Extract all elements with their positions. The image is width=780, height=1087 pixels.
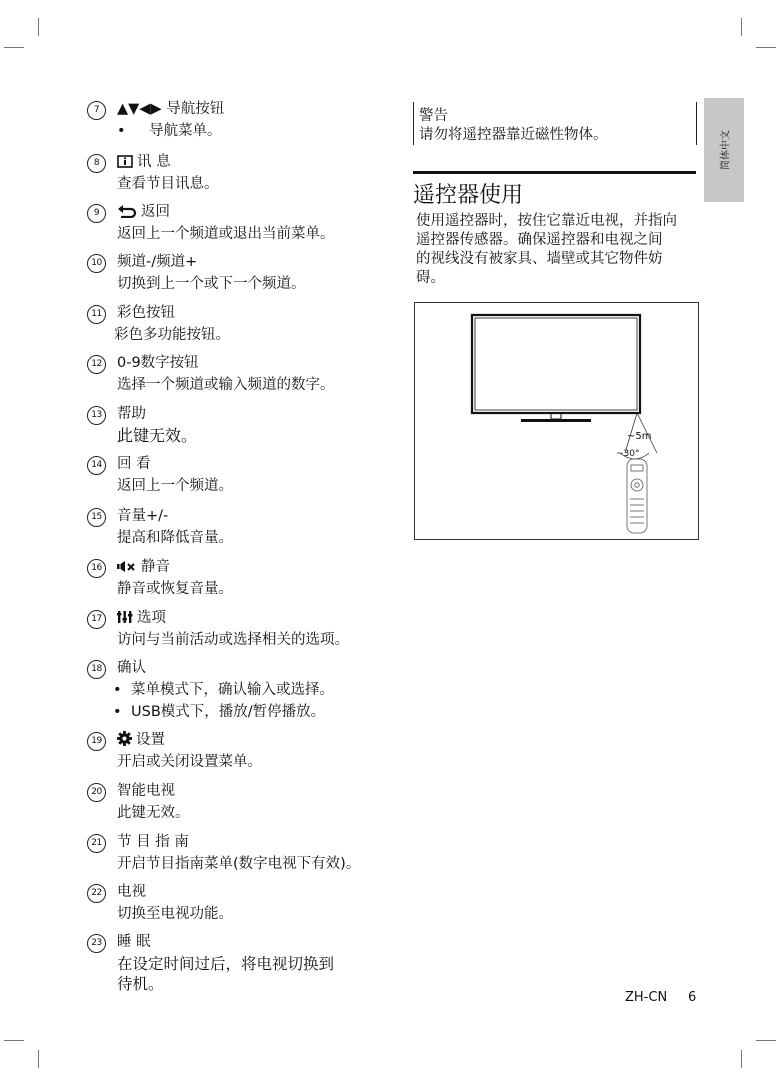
section-line: 遥控器传感器。确保遥控器和电视之间: [416, 232, 663, 248]
item-bullet: 菜单模式下，确认输入或选择。: [131, 682, 334, 698]
tv-remote-illustration: [415, 303, 698, 539]
info-icon: [117, 155, 133, 174]
item-title: 返回: [141, 204, 170, 220]
item-desc: 选择一个频道或输入频道的数字。: [117, 377, 335, 393]
remote-control: [627, 459, 647, 533]
item-number: 20: [87, 783, 106, 802]
item-title: ▲▼◀▶ 导航按钮: [117, 101, 225, 117]
item-title-row: [117, 203, 170, 224]
gear-icon: [117, 731, 132, 752]
item-title-row: [117, 558, 170, 579]
options-icon: [117, 610, 133, 630]
crop-mark: [4, 1040, 24, 1041]
item-title: 彩色按钮: [117, 305, 175, 321]
crop-mark: [38, 18, 39, 36]
page-number: 6: [688, 990, 697, 1005]
item-desc: 切换至电视功能。: [117, 906, 233, 922]
angle-label: ~30°: [616, 449, 640, 459]
item-title: 音量+/-: [117, 508, 169, 524]
item-number: 14: [87, 456, 106, 475]
bullet-dot: •: [113, 682, 122, 698]
language-tab-label: 简体中文: [720, 130, 732, 170]
distance-label: ~5m: [627, 431, 652, 442]
item-title: 节 目 指 南: [117, 834, 189, 850]
section-line: 使用遥控器时，按住它靠近电视，并指向: [416, 213, 677, 229]
item-number: 21: [87, 834, 106, 853]
item-title: 设置: [136, 732, 165, 748]
item-title: 选项: [137, 610, 166, 626]
item-desc: 访问与当前活动或选择相关的选项。: [117, 632, 349, 648]
back-icon: [117, 205, 137, 224]
item-number: 22: [87, 884, 106, 903]
item-number: 17: [87, 610, 106, 629]
item-desc: 返回上一个频道或退出当前菜单。: [117, 226, 335, 242]
item-title: 电视: [117, 884, 146, 900]
item-number: 19: [87, 732, 106, 751]
item-number: 18: [87, 660, 106, 679]
item-number: 7: [87, 101, 106, 120]
section-line: 的视线没有被家具、墙壁或其它物件妨: [416, 251, 663, 267]
item-number: 15: [87, 508, 106, 527]
item-number: 12: [87, 355, 106, 374]
item-number: 9: [87, 204, 106, 223]
item-number: 23: [87, 934, 106, 953]
item-number: 16: [87, 559, 106, 578]
item-title: 0-9数字按钮: [117, 355, 199, 371]
item-title: 静音: [141, 559, 170, 575]
item-title: 帮助: [117, 406, 146, 422]
item-desc: 待机。: [117, 975, 164, 993]
section-line: 碍。: [416, 270, 445, 286]
mute-icon: [117, 560, 137, 579]
section-title: 遥控器使用: [413, 183, 524, 208]
language-tab: [704, 98, 744, 202]
warning-text: 请勿将遥控器靠近磁性物体。: [419, 127, 608, 143]
item-desc: 返回上一个频道。: [117, 478, 233, 494]
crop-mark: [38, 1050, 39, 1068]
footer-language: ZH-CN: [625, 990, 668, 1005]
crop-mark: [756, 1040, 776, 1041]
item-desc: 查看节目讯息。: [117, 176, 219, 192]
crop-mark: [756, 47, 776, 48]
item-desc: 静音或恢复音量。: [117, 581, 233, 597]
crop-mark: [4, 47, 24, 48]
item-desc: 此键无效。: [117, 426, 198, 445]
item-title: 频道-/频道+: [117, 254, 198, 270]
item-number: 10: [87, 254, 106, 273]
item-desc: 在设定时间过后，将电视切换到: [117, 955, 335, 973]
item-title: 讯 息: [137, 154, 171, 170]
section-divider: [413, 171, 696, 174]
item-number: 13: [87, 406, 106, 425]
remote-usage-figure: [414, 302, 699, 540]
item-title: 睡 眠: [117, 934, 151, 950]
item-title-row: [117, 153, 171, 174]
item-desc: 开启或关闭设置菜单。: [117, 754, 262, 770]
item-title: 智能电视: [117, 783, 175, 799]
item-desc: 开启节目指南菜单(数字电视下有效)。: [117, 856, 361, 872]
crop-mark: [741, 18, 742, 36]
item-desc: 此键无效。: [117, 805, 190, 821]
item-bullet: 导航菜单。: [149, 123, 222, 139]
bullet-dot: •: [113, 704, 122, 720]
item-desc: 切换到上一个或下一个频道。: [117, 276, 306, 292]
item-title-row: [117, 731, 165, 752]
item-title-row: [117, 609, 166, 630]
item-title: 回 看: [117, 456, 151, 472]
item-bullet: USB模式下，播放/暂停播放。: [131, 704, 326, 720]
item-desc: 提高和降低音量。: [117, 530, 233, 546]
item-title: 确认: [117, 660, 146, 676]
item-number: 8: [87, 154, 106, 173]
bullet-dot: •: [117, 123, 126, 139]
section-body: [416, 212, 698, 288]
warning-box: [413, 102, 697, 145]
item-number: 11: [87, 305, 106, 324]
item-desc: 彩色多功能按钮。: [114, 327, 230, 343]
crop-mark: [741, 1050, 742, 1068]
warning-title: 警告: [419, 108, 448, 124]
